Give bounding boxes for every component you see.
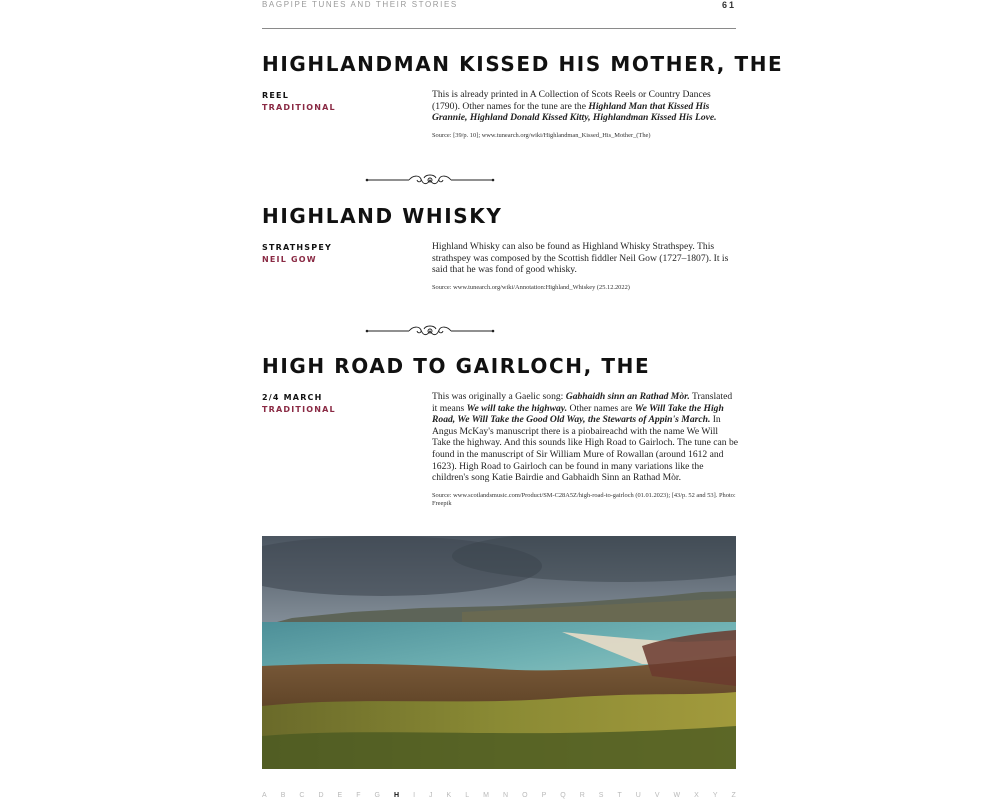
alphabet-letter-z[interactable]: Z (731, 792, 736, 799)
tune-title: HIGHLANDMAN KISSED HIS MOTHER, THE (262, 52, 784, 76)
tune-entry (262, 204, 736, 291)
description-text: This was originally a Gaelic song: Gabhaidh sinn an Rathad Mòr. Translated it means We will take the highway. Other names are We Will Take the High Road, We Will Take the Good Old Way, the Stewarts of Appin's March. In Angus McKay's manuscript there is a piobaireachd with the name We Will Take the highway. And this sounds like High Road to Gairloch. The tune can be found in the manuscript of Sir William Mure of Rowallan (around 1612 and 1623). High Road to Gairloch can be found in many variations like the children's song Katie Bairdie and Gabhaidh Sinn an Rathad Mòr. (432, 391, 739, 484)
alphabet-index (262, 792, 736, 799)
coastal-landscape-photo (262, 536, 736, 769)
alphabet-letter-n[interactable]: N (503, 792, 509, 799)
book-title: BAGPIPE TUNES AND THEIR STORIES (262, 0, 458, 9)
tune-type: 2/4 MARCH (262, 393, 323, 402)
page-number: 61 (721, 0, 736, 10)
description-text: Highland Whisky can also be found as Highland Whisky Strathspey. This strathspey was composed by the Scottish fiddler Neil Gow (1727–1807). It is said that he was fond of good whisky. (432, 241, 729, 276)
tune-entry (262, 52, 784, 139)
tune-composer: TRADITIONAL (262, 405, 336, 414)
tune-meta (262, 393, 422, 414)
alphabet-letter-c[interactable]: C (299, 792, 305, 799)
tune-title: HIGHLAND WHISKY (262, 204, 503, 228)
alphabet-letter-t[interactable]: T (617, 792, 622, 799)
tune-type: STRATHSPEY (262, 243, 332, 252)
scroll-divider-icon (365, 173, 495, 187)
alphabet-letter-x[interactable]: X (694, 792, 699, 799)
tune-entry (262, 354, 739, 508)
running-head (262, 0, 736, 14)
tune-type: REEL (262, 91, 289, 100)
alphabet-letter-h[interactable]: H (393, 792, 400, 799)
tune-source: Source: [39/p. 10]; www.tunearch.org/wiki/Highlandman_Kissed_His_Mother_(The) (432, 131, 651, 139)
alphabet-letter-r[interactable]: R (579, 792, 585, 799)
alphabet-letter-s[interactable]: S (598, 792, 604, 799)
alphabet-letter-l[interactable]: L (465, 792, 470, 799)
alphabet-letter-j[interactable]: J (429, 792, 433, 799)
alphabet-letter-b[interactable]: B (280, 792, 286, 799)
tune-source: Source: www.tunearch.org/wiki/Annotation:Highland_Whiskey (25.12.2022) (432, 283, 630, 291)
alphabet-letter-u[interactable]: U (635, 792, 641, 799)
alphabet-letter-f[interactable]: F (356, 792, 361, 799)
tune-description (432, 241, 738, 292)
tune-meta (262, 243, 422, 264)
alphabet-letter-p[interactable]: P (541, 792, 547, 799)
tune-description (432, 89, 738, 140)
alphabet-letter-w[interactable]: W (673, 792, 681, 799)
tune-composer: NEIL GOW (262, 255, 317, 264)
tune-title: HIGH ROAD TO GAIRLOCH, THE (262, 354, 651, 378)
alphabet-letter-e[interactable]: E (337, 792, 343, 799)
alphabet-letter-a[interactable]: A (262, 792, 267, 799)
alphabet-letter-v[interactable]: V (654, 792, 660, 799)
alphabet-letter-o[interactable]: O (522, 792, 528, 799)
tune-composer: TRADITIONAL (262, 103, 336, 112)
tune-source: Source: www.scotlandsmusic.com/Product/SM-C28A5Z/high-road-to-gairloch (01.01.2023); [43/p. 52 and 53]. Photo: Freepik (432, 491, 736, 508)
header-rule (262, 28, 736, 29)
alphabet-letter-i[interactable]: I (413, 792, 416, 799)
alphabet-letter-k[interactable]: K (446, 792, 452, 799)
description-text: This is already printed in A Collection of Scots Reels or Country Dances (1790). Other names for the tune are the Highland Man that Kissed His Grannie, Highland Donald Kissed Kitty, Highlandman Kissed His Love. (432, 89, 717, 124)
scroll-divider-icon (365, 324, 495, 338)
alphabet-letter-m[interactable]: M (483, 792, 489, 799)
tune-meta (262, 91, 422, 112)
alphabet-letter-g[interactable]: G (374, 792, 380, 799)
alphabet-letter-d[interactable]: D (318, 792, 324, 799)
alphabet-letter-q[interactable]: Q (560, 792, 566, 799)
tune-description (432, 391, 738, 509)
alphabet-letter-y[interactable]: Y (712, 792, 718, 799)
